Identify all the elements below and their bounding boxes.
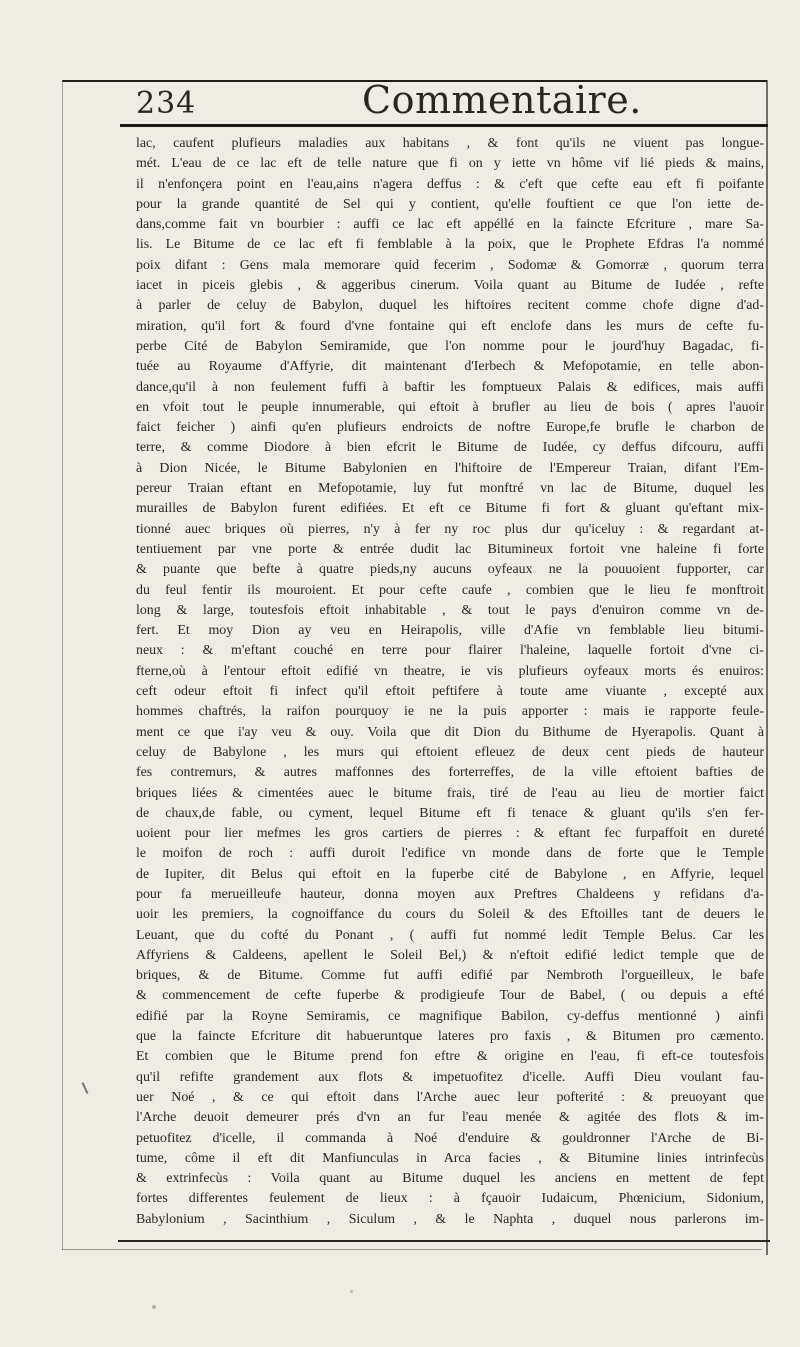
text-line: Affyriens & Caldeens, apellent le Soleil Bel,) & n'eftoit edifié ledict temple que de [136,947,764,963]
text-line: iacet in piceis glebis , & aggeribus cinerum. Voila quant au Bitume de Iudée , refte [136,278,764,294]
text-line: tume, côme il eft dit Manfiunculas in Arca facies , & Bitumine linies intrinfecùs [136,1150,764,1166]
text-line: & extrinfecùs : Voila quant au Bitume duquel les anciens en mettent de fept [136,1171,764,1187]
text-line: petuofitez d'icelle, il commanda à Noé d'enduire & gouldronner l'Arche de Bi- [136,1130,764,1146]
right-frame-rule [766,80,768,1255]
text-line: que la faincte Efcriture dit habueruntque lateres pro faxis , & Bitumen pro cæmento. [136,1029,764,1045]
text-line: uoient pour lier mefmes les gros cartiers de pierres : & eftant fec furpaffoit en dureté [136,826,764,842]
header-rule [120,124,768,127]
text-line: murailles de Babylon furent edifiées. Et eft ce Bitume fi fort & gluant qu'eftant mix- [136,501,764,517]
text-line: à Dion Nicée, le Bitume Babylonien en l'hiftoire de l'Empereur Traian, difant l'Em- [136,460,764,476]
text-line: celuy de Babylone , les murs qui eftoient efleuez de deux cent pieds de hauteur [136,744,764,760]
text-line: terre, & comme Diodore à bien efcrit le Bitume de Iudée, cy deffus difcouru, auffi [136,440,764,456]
text-line: lac, caufent plufieurs maladies aux habitans , & font qu'ils ne viuent pas longue- [136,136,764,151]
text-line: uer Noé , & ce qui eftoit dans l'Arche auec leur pofterité : & preuoyant que [136,1089,764,1105]
text-line: faict feicher ) ainfi qu'en plufieurs endroicts de noftre Europe,fe brufle le charbon de [136,420,764,436]
text-line: tuée au Royaume d'Affyrie, dit maintenant d'Ierbech & Mefopotamie, en telle abon- [136,359,764,375]
text-line: en vfoit tout le peuple innumerable, qui eftoit à brufler au lieu de bois ( apres l'auoir [136,399,764,415]
text-line: dans,comme fait vn bourbier : auffi ce lac eft appéllé en la faincte Efcriture , mare Sa- [136,217,764,233]
paper-spot [350,1290,353,1293]
text-line: Babylonium , Sacinthium , Siculum , & le Naphta , duquel nous parlerons im- [136,1211,764,1227]
text-line: tentiuement par vne porte & entrée dudit lac Bitumineux fortoit vne haleine fi forte [136,541,764,557]
text-line: long & large, toutesfois eftoit inhabitable , & tout le pays d'enuiron comme vn de- [136,602,764,618]
text-line: pour la grande quantité de Sel qui y contient, qu'elle fouftient ce que l'on iette de- [136,196,764,212]
text-line: qu'il refifte grandement aux flots & impetuofitez d'icelle. Auffi Dieu voulant fau- [136,1069,764,1085]
bottom-frame-rule [62,1249,762,1250]
text-line: de chaux,de fable, ou cyment, lequel Bitume eft fi tenace & gluant qu'ils s'en fer- [136,805,764,821]
text-line: fert. Et moy Dion ay veu en Heirapolis, ville d'Afie vn femblable lieu bitumi- [136,623,764,639]
text-line: poix difant : Gens mala memorare quid fecerim , Sodomæ & Gomorræ , quorum terra [136,257,764,273]
text-line: briques liées & cimentées auec le bitume frais, tiré de l'eau au lieu de mortier faict [136,785,764,801]
text-line: l'Arche deuoit demeurer prés d'vn an fur l'eau menée & agitée des flots & im- [136,1110,764,1126]
text-line: le moifon de roch : auffi duroit l'edifice vn monde dans de forte que le Temple [136,846,764,862]
text-line: briques, & de Bitume. Comme fut auffi edifié par Nembroth l'orgueilleux, le bafe [136,968,764,984]
text-line: ment ce que i'ay veu & ouy. Voila que dit Dion du Bithume de Hyerapolis. Quant à [136,724,764,740]
text-line: à parler de celuy de Babylon, duquel les hiftoires recitent comme chofe digne d'ad- [136,298,764,314]
text-line: uoir les premiers, la cognoiffance du cours du Soleil & des Eftoilles tant de deuers le [136,907,764,923]
paper-spot [152,1305,156,1309]
text-line: fes contremurs, & autres maffonnes des forterreffes, de la ville eftoient bafties de [136,765,764,781]
bottom-rule [118,1240,770,1242]
text-line: edifié par la Royne Semiramis, ce magnifique Babilon, cy-deffus mentionné ) ainfi [136,1008,764,1024]
page-number: 234 [136,86,197,121]
text-line: fortes differentes feulement de lieux : à fçauoir Iudaicum, Phœnicium, Sidonium, [136,1191,764,1207]
margin-mark [82,1082,89,1094]
text-line: perbe Cité de Babylon Semiramide, que l'on nomme pour le jourd'huy Bagadac, fi- [136,338,764,354]
body-text [136,134,764,1250]
text-line: ceft odeur eftoit fi infect qu'il eftoit peftifere à toute ame viuante , excepté aux [136,684,764,700]
text-line: de Iupiter, dit Belus qui eftoit en la fuperbe cité de Babylone , en Affyrie, lequel [136,866,764,882]
text-line: Leuant, que du cofté du Ponant , ( auffi fut nommé ledit Temple Belus. Car les [136,927,764,943]
text-line: Et combien que le Bitume prend fon eftre & origine en l'eau, fi eft-ce toutesfois [136,1049,764,1065]
running-head: Commentaire. [362,78,642,122]
left-frame-rule [62,80,63,1250]
text-line: pereur Traian eftant en Mefopotamie, luy fut monftré vn lac de Bitume, duquel les [136,481,764,497]
text-line: fterne,où à l'entour eftoit edifié vn theatre, ie vis plufieurs oyfeaux morts és enuiros: [136,663,764,679]
text-line: lis. Le Bitume de ce lac eft fi femblable à la poix, que le Prophete Efdras l'a nommé [136,237,764,253]
text-line: dance,qu'il à non feulement fuffi à baftir les fomptueux Palais & edifices, mais auffi [136,379,764,395]
text-line: pour fa merueilleufe hauteur, donna moyen aux Preftres Chaldeens y refidans d'a- [136,886,764,902]
text-line: mét. L'eau de ce lac eft de telle nature que fi on y iette vn hôme vif lié pieds & mains, [136,156,764,172]
text-line: hommes chaftrés, la raifon pourquoy ie ne la puis apporter : mais ie rapporte feule- [136,704,764,720]
text-line: miration, qu'il fort & fourd d'vne fontaine qui eft enclofe dans les murs de cefte fu- [136,318,764,334]
text-line: neux : & m'eftant couché en terre pour flairer l'haleine, laquelle fortoit d'vne ci- [136,643,764,659]
text-line: & puante que befte à quatre pieds,ny aucuns oyfeaux ne la pouuoient fupporter, car [136,562,764,578]
text-line: il n'enfonçera point en l'eau,ains n'agera deffus : & c'eft que cefte eau eft fi poifante [136,176,764,192]
text-line: & commencement de cefte fuperbe & prodigieufe Tour de Babel, ( ou depuis a efté [136,988,764,1004]
text-line: tionné auec briques où pierres, n'y à fer ny roc plus dur qu'iceluy : & regardant at- [136,521,764,537]
text-line: du feul fentir ils mouroient. Et pour cefte caufe , combien que le lieu fe monftroit [136,582,764,598]
